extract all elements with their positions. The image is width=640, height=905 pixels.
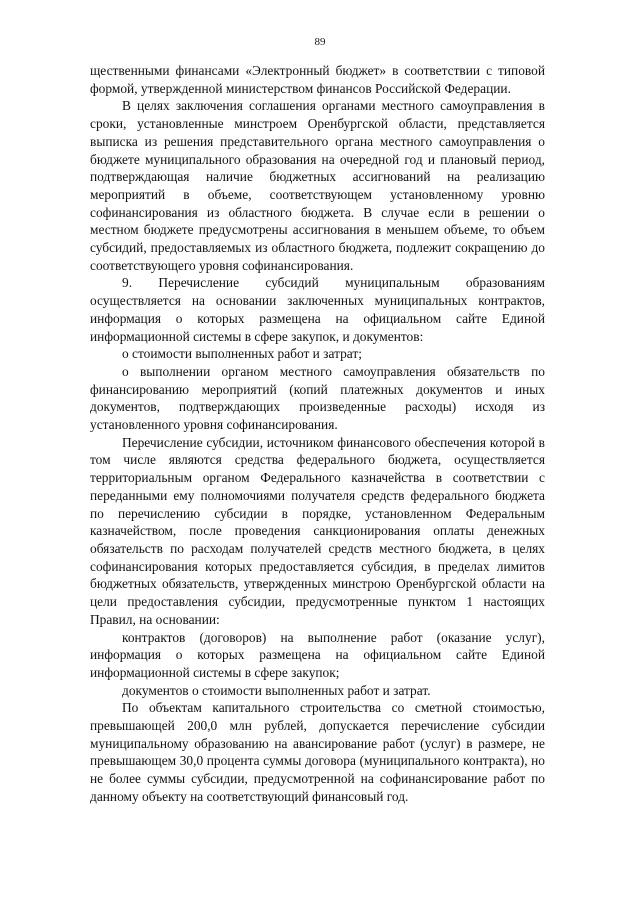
- list-item-documents: документов о стоимости выполненных работ и затрат.: [122, 682, 431, 698]
- paragraph-continuation: щественными финансами «Электронный бюджет» в соответствии с типовой формой, утвержденной министерством финансов Российской Федерации.: [90, 63, 545, 96]
- page-number: 89: [314, 36, 326, 48]
- paragraph-federal-transfer: Перечисление субсидии, источником финансового обеспечения которой в том числе являются средства федерального бюджета, осуществляется территориальным органом Федерального казначейства в соответствии с переданными ему полномочиями получателя средств федерального бюджета по перечислению субсидии в порядке, установленном Федеральным казначейством, после проведения санкционирования оплаты денежных обязательств по расходам получателей средств местного бюджета, в целях софинансирования которых предоставляется субсидия, в пределах лимитов бюджетных обязательств, утвержденных минстрою Оренбургской области на цели предоставления субсидии, предусмотренные пунктом 1 настоящих Правил, на основании:: [90, 434, 545, 627]
- paragraph-capital-construction: По объектам капитального строительства со сметной стоимостью, превышающей 200,0 млн рублей, допускается перечисление субсидии муниципальному образованию на авансирование работ (услуг) в размере, не превышающем 30,0 процента суммы договора (муниципального контракта), но не более суммы субсидии, предусмотренной на софинансирование работ по данному объекту на соответствующий финансовый год.: [90, 700, 545, 804]
- list-item-contracts: контрактов (договоров) на выполнение работ (оказание услуг), информация о которых размещена на официальном сайте Единой информационной системы в сфере закупок;: [90, 629, 545, 680]
- list-item-obligations: о выполнении органом местного самоуправления обязательств по финансированию мероприятий (копий платежных документов и иных документов, подтверждающих произведенные расходы) исходя из установленного уровня софинансирования.: [90, 363, 545, 433]
- paragraph-agreement-conditions: В целях заключения соглашения органами местного самоуправления в сроки, установленные минстроем Оренбургской области, представляется выписка из решения представительного органа местного самоуправления о бюджете муниципального образования на очередной год и плановый период, подтверждающая наличие бюджетных ассигнований на реализацию мероприятий в объеме, соответствующем установленному уровню софинансирования из областного бюджета. В случае если в решении о местном бюджете предусмотрены ассигнования в меньшем объеме, то объем субсидий, предоставляемых из областного бюджета, подлежит сокращению до соответствующего уровня софинансирования.: [90, 98, 545, 273]
- paragraph-item-9: 9. Перечисление субсидий муниципальным образованиям осуществляется на основании заключенных муниципальных контрактов, информация о которых размещена на официальном сайте Единой информационной системы в сфере закупок, и документов:: [90, 275, 545, 344]
- document-body: [90, 62, 545, 806]
- list-item-cost-of-works: о стоимости выполненных работ и затрат;: [122, 346, 362, 362]
